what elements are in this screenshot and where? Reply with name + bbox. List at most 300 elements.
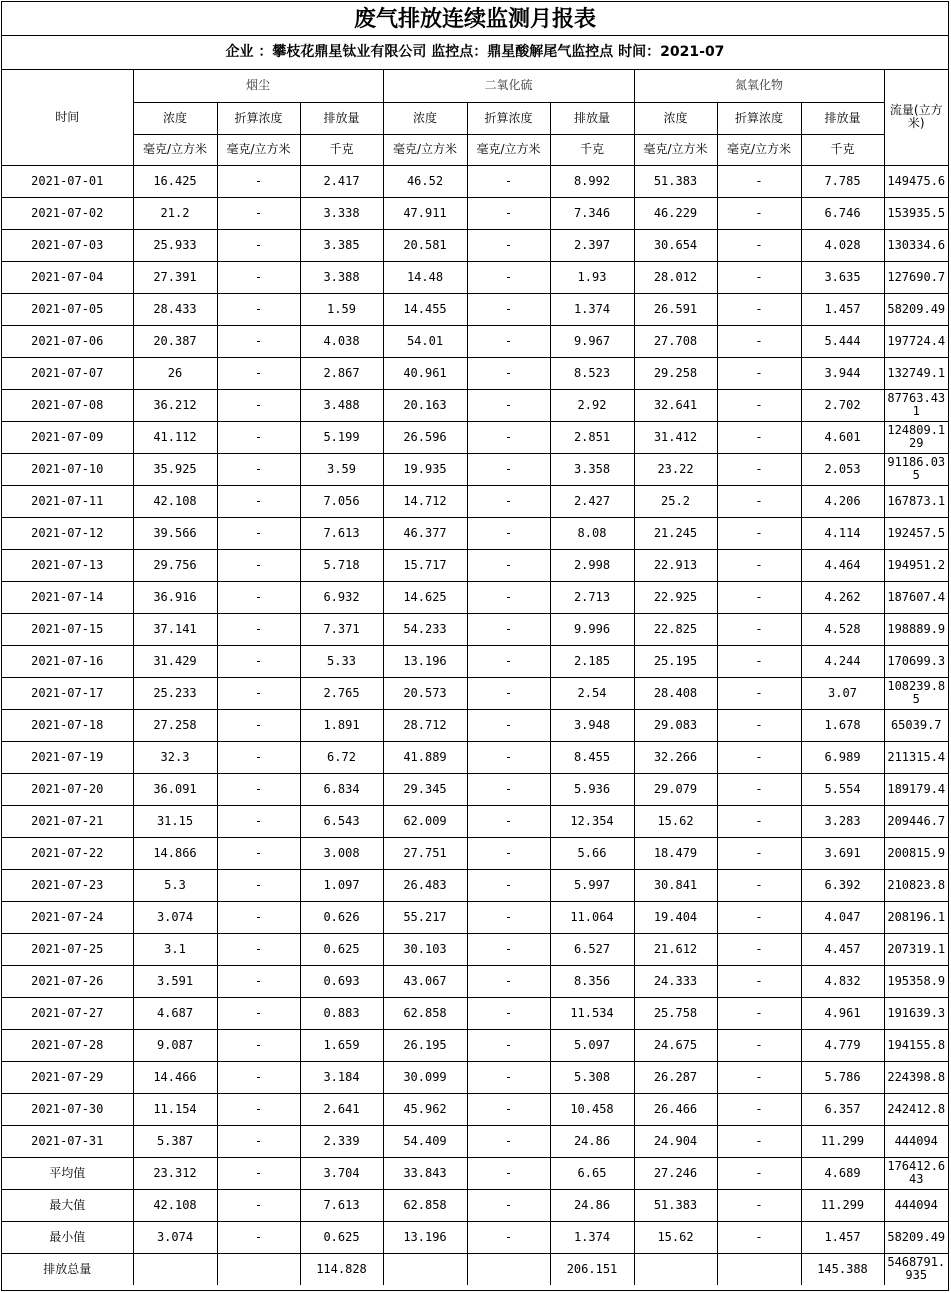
cell-value: 11.064 [550, 901, 634, 933]
table-row [2, 1029, 948, 1061]
table-row [2, 965, 948, 997]
cell-value: 29.345 [383, 773, 467, 805]
cell-value: - [467, 837, 550, 869]
cell-date: 2021-07-03 [2, 229, 133, 261]
summary-row [2, 1221, 948, 1253]
cell-flow: 167873.1 [884, 485, 948, 517]
cell-value: - [467, 1125, 550, 1157]
cell-value: - [217, 677, 300, 709]
cell-value: - [717, 581, 801, 613]
cell-value: - [467, 421, 550, 453]
cell-value: 6.65 [550, 1157, 634, 1189]
cell-value: 5.387 [133, 1125, 217, 1157]
cell-value: - [467, 325, 550, 357]
cell-value: - [467, 485, 550, 517]
cell-value: - [717, 965, 801, 997]
cell-value: - [717, 229, 801, 261]
cell-value: - [467, 229, 550, 261]
cell-flow: 87763.431 [884, 389, 948, 421]
header-unit-emission: 千克 [300, 134, 383, 165]
cell-value: 33.843 [383, 1157, 467, 1189]
cell-flow: 444094 [884, 1189, 948, 1221]
cell-date: 2021-07-19 [2, 741, 133, 773]
cell-date: 2021-07-18 [2, 709, 133, 741]
cell-flow: 65039.7 [884, 709, 948, 741]
cell-flow: 149475.6 [884, 165, 948, 197]
cell-value: 3.074 [133, 1221, 217, 1253]
cell-value: - [717, 997, 801, 1029]
cell-value: 20.573 [383, 677, 467, 709]
header-unit-converted-concentration: 毫克/立方米 [217, 134, 300, 165]
cell-value: - [717, 357, 801, 389]
cell-value: 5.444 [801, 325, 884, 357]
cell-value: 2.185 [550, 645, 634, 677]
cell-value: 7.346 [550, 197, 634, 229]
cell-value: - [217, 549, 300, 581]
cell-value: - [717, 549, 801, 581]
table-row [2, 389, 948, 421]
cell-value: 19.404 [634, 901, 717, 933]
cell-value: - [467, 1029, 550, 1061]
cell-value: - [717, 165, 801, 197]
cell-value: 5.199 [300, 421, 383, 453]
cell-flow: 124809.129 [884, 421, 948, 453]
cell-value: 29.083 [634, 709, 717, 741]
cell-value: - [217, 1093, 300, 1125]
cell-value: - [217, 1189, 300, 1221]
cell-value: 43.067 [383, 965, 467, 997]
cell-value: - [467, 357, 550, 389]
cell-date: 2021-07-16 [2, 645, 133, 677]
table-row [2, 901, 948, 933]
cell-value: - [717, 1189, 801, 1221]
cell-value: 206.151 [550, 1253, 634, 1285]
cell-value: 10.458 [550, 1093, 634, 1125]
cell-date: 2021-07-26 [2, 965, 133, 997]
table-row [2, 1061, 948, 1093]
cell-value: 14.48 [383, 261, 467, 293]
cell-date: 2021-07-17 [2, 677, 133, 709]
cell-value: 15.62 [634, 805, 717, 837]
cell-value: - [217, 453, 300, 485]
cell-value: - [717, 773, 801, 805]
cell-value: 5.308 [550, 1061, 634, 1093]
cell-value: 14.455 [383, 293, 467, 325]
cell-value: 2.702 [801, 389, 884, 421]
cell-value: 21.612 [634, 933, 717, 965]
header-emission: 排放量 [801, 102, 884, 134]
cell-value: - [217, 261, 300, 293]
table-row [2, 421, 948, 453]
cell-value: 1.457 [801, 1221, 884, 1253]
cell-flow: 189179.4 [884, 773, 948, 805]
cell-value: - [467, 1189, 550, 1221]
header-unit-converted-concentration: 毫克/立方米 [467, 134, 550, 165]
cell-flow: 170699.3 [884, 645, 948, 677]
cell-value: 11.299 [801, 1189, 884, 1221]
cell-value: 18.479 [634, 837, 717, 869]
cell-value: 8.523 [550, 357, 634, 389]
cell-value: 16.425 [133, 165, 217, 197]
cell-value: 31.412 [634, 421, 717, 453]
cell-value: 1.457 [801, 293, 884, 325]
cell-value: 4.779 [801, 1029, 884, 1061]
cell-value: 2.427 [550, 485, 634, 517]
cell-value: 5.997 [550, 869, 634, 901]
cell-value: - [467, 645, 550, 677]
cell-value: - [217, 869, 300, 901]
cell-value: 3.388 [300, 261, 383, 293]
cell-value: 5.33 [300, 645, 383, 677]
cell-value: 36.916 [133, 581, 217, 613]
cell-value: 4.601 [801, 421, 884, 453]
cell-value: - [717, 805, 801, 837]
cell-value: 2.397 [550, 229, 634, 261]
cell-value: 25.233 [133, 677, 217, 709]
cell-value: - [717, 613, 801, 645]
cell-value: - [217, 1029, 300, 1061]
cell-value: 1.93 [550, 261, 634, 293]
cell-value: - [467, 1061, 550, 1093]
table-row [2, 197, 948, 229]
cell-value: 24.675 [634, 1029, 717, 1061]
table-row [2, 453, 948, 485]
cell-value: - [717, 197, 801, 229]
table-row [2, 741, 948, 773]
cell-value: 41.112 [133, 421, 217, 453]
cell-flow: 127690.7 [884, 261, 948, 293]
cell-value: - [717, 1093, 801, 1125]
header-group-nox: 氮氧化物 [634, 70, 884, 102]
cell-value: - [467, 293, 550, 325]
table-row [2, 261, 948, 293]
table-row [2, 581, 948, 613]
table-row [2, 997, 948, 1029]
cell-value: 26.466 [634, 1093, 717, 1125]
cell-value: - [467, 165, 550, 197]
cell-date: 2021-07-10 [2, 453, 133, 485]
cell-value: 7.613 [300, 1189, 383, 1221]
cell-value: - [717, 837, 801, 869]
cell-value: - [217, 485, 300, 517]
cell-value: - [217, 293, 300, 325]
cell-value: 62.009 [383, 805, 467, 837]
cell-value: 1.59 [300, 293, 383, 325]
cell-value: - [717, 453, 801, 485]
cell-value: - [717, 293, 801, 325]
header-emission: 排放量 [300, 102, 383, 134]
cell-value: 0.625 [300, 1221, 383, 1253]
cell-value: - [717, 933, 801, 965]
cell-value: 26.591 [634, 293, 717, 325]
cell-value: 3.1 [133, 933, 217, 965]
cell-value: 51.383 [634, 1189, 717, 1221]
cell-flow: 132749.1 [884, 357, 948, 389]
cell-value: 0.693 [300, 965, 383, 997]
summary-row [2, 1157, 948, 1189]
cell-value: - [717, 741, 801, 773]
cell-value: 3.338 [300, 197, 383, 229]
cell-flow: 194951.2 [884, 549, 948, 581]
cell-date: 2021-07-09 [2, 421, 133, 453]
cell-value: 1.097 [300, 869, 383, 901]
cell-value: - [717, 1029, 801, 1061]
cell-value: 28.433 [133, 293, 217, 325]
header-time: 时间 [2, 70, 133, 165]
cell-value: 29.756 [133, 549, 217, 581]
table-row [2, 805, 948, 837]
cell-value: - [467, 965, 550, 997]
cell-flow: 58209.49 [884, 1221, 948, 1253]
cell-value: - [467, 1093, 550, 1125]
cell-value: - [467, 805, 550, 837]
cell-summary-label: 最小值 [2, 1221, 133, 1253]
emission-table [2, 70, 948, 1285]
cell-value: 4.961 [801, 997, 884, 1029]
cell-value: 3.948 [550, 709, 634, 741]
cell-value: 4.457 [801, 933, 884, 965]
cell-value: 21.2 [133, 197, 217, 229]
cell-value: 24.86 [550, 1189, 634, 1221]
cell-value: - [217, 421, 300, 453]
table-row [2, 1125, 948, 1157]
cell-flow: 108239.85 [884, 677, 948, 709]
cell-flow: 444094 [884, 1125, 948, 1157]
table-row [2, 357, 948, 389]
cell-flow: 195358.9 [884, 965, 948, 997]
table-row [2, 325, 948, 357]
cell-value: 7.613 [300, 517, 383, 549]
cell-date: 2021-07-14 [2, 581, 133, 613]
cell-value: - [717, 421, 801, 453]
cell-value: 32.641 [634, 389, 717, 421]
cell-value: 6.527 [550, 933, 634, 965]
cell-value: 4.047 [801, 901, 884, 933]
cell-summary-label: 排放总量 [2, 1253, 133, 1285]
cell-value: - [217, 197, 300, 229]
cell-value: 11.154 [133, 1093, 217, 1125]
cell-value: - [467, 1221, 550, 1253]
cell-value: 6.72 [300, 741, 383, 773]
cell-value: 46.377 [383, 517, 467, 549]
cell-value: - [217, 229, 300, 261]
cell-value: - [467, 869, 550, 901]
cell-flow: 153935.5 [884, 197, 948, 229]
cell-value: 9.087 [133, 1029, 217, 1061]
cell-value: 3.184 [300, 1061, 383, 1093]
cell-value: 28.408 [634, 677, 717, 709]
header-concentration: 浓度 [634, 102, 717, 134]
cell-value: 31.15 [133, 805, 217, 837]
cell-value: - [217, 997, 300, 1029]
cell-value: 26.596 [383, 421, 467, 453]
summary-row [2, 1253, 948, 1285]
header-unit-converted-concentration: 毫克/立方米 [717, 134, 801, 165]
cell-value: - [467, 549, 550, 581]
header-unit-concentration: 毫克/立方米 [383, 134, 467, 165]
cell-value: 11.534 [550, 997, 634, 1029]
cell-value: 4.464 [801, 549, 884, 581]
header-unit-concentration: 毫克/立方米 [133, 134, 217, 165]
header-concentration: 浓度 [133, 102, 217, 134]
cell-value: - [467, 773, 550, 805]
table-row [2, 229, 948, 261]
cell-date: 2021-07-27 [2, 997, 133, 1029]
cell-value: 30.099 [383, 1061, 467, 1093]
cell-value: 27.708 [634, 325, 717, 357]
cell-value: - [217, 709, 300, 741]
header-emission: 排放量 [550, 102, 634, 134]
cell-value: 31.429 [133, 645, 217, 677]
cell-value: 3.488 [300, 389, 383, 421]
cell-value: 27.391 [133, 261, 217, 293]
cell-value: - [217, 517, 300, 549]
cell-value: 2.339 [300, 1125, 383, 1157]
cell-value: 9.996 [550, 613, 634, 645]
cell-value: - [717, 1061, 801, 1093]
cell-value: 4.528 [801, 613, 884, 645]
cell-value: 26.483 [383, 869, 467, 901]
cell-value: - [467, 613, 550, 645]
cell-flow: 208196.1 [884, 901, 948, 933]
cell-value: 5.936 [550, 773, 634, 805]
cell-value [383, 1253, 467, 1285]
cell-value: 2.54 [550, 677, 634, 709]
cell-value: - [717, 901, 801, 933]
cell-value: 15.717 [383, 549, 467, 581]
cell-date: 2021-07-08 [2, 389, 133, 421]
cell-value: 20.163 [383, 389, 467, 421]
cell-value: - [217, 1061, 300, 1093]
cell-date: 2021-07-13 [2, 549, 133, 581]
cell-value: - [717, 645, 801, 677]
cell-date: 2021-07-04 [2, 261, 133, 293]
cell-value: 2.417 [300, 165, 383, 197]
cell-value: 23.22 [634, 453, 717, 485]
cell-value: - [217, 901, 300, 933]
cell-flow: 211315.4 [884, 741, 948, 773]
cell-value: 41.889 [383, 741, 467, 773]
cell-value: 3.59 [300, 453, 383, 485]
cell-value: 13.196 [383, 645, 467, 677]
cell-value: 8.08 [550, 517, 634, 549]
cell-value: - [717, 261, 801, 293]
cell-value: 8.455 [550, 741, 634, 773]
cell-value: 5.3 [133, 869, 217, 901]
table-row [2, 709, 948, 741]
cell-value: 2.641 [300, 1093, 383, 1125]
table-row [2, 1093, 948, 1125]
cell-flow: 209446.7 [884, 805, 948, 837]
cell-value: 24.86 [550, 1125, 634, 1157]
cell-value: 2.053 [801, 453, 884, 485]
cell-value: 4.687 [133, 997, 217, 1029]
cell-value: 1.678 [801, 709, 884, 741]
cell-value: 6.746 [801, 197, 884, 229]
cell-value: 2.851 [550, 421, 634, 453]
cell-value: 62.858 [383, 1189, 467, 1221]
cell-date: 2021-07-23 [2, 869, 133, 901]
cell-value: - [467, 389, 550, 421]
cell-value: 26.195 [383, 1029, 467, 1061]
table-row [2, 165, 948, 197]
header-group-so2: 二氧化硫 [383, 70, 634, 102]
cell-value: 27.751 [383, 837, 467, 869]
cell-date: 2021-07-21 [2, 805, 133, 837]
cell-value: - [717, 517, 801, 549]
cell-value: 14.466 [133, 1061, 217, 1093]
report-subtitle: 企业 ：攀枝花鼎星钛业有限公司 监控点：鼎星酸解尾气监控点 时间：2021-07 [2, 36, 948, 70]
cell-value: 5.097 [550, 1029, 634, 1061]
cell-value: 30.841 [634, 869, 717, 901]
cell-value: - [217, 773, 300, 805]
header-converted-concentration: 折算浓度 [717, 102, 801, 134]
cell-value: 36.212 [133, 389, 217, 421]
cell-value: 2.92 [550, 389, 634, 421]
cell-value: 3.008 [300, 837, 383, 869]
cell-value: 30.103 [383, 933, 467, 965]
cell-flow: 197724.4 [884, 325, 948, 357]
cell-value: - [217, 965, 300, 997]
cell-date: 2021-07-06 [2, 325, 133, 357]
cell-value [217, 1253, 300, 1285]
cell-value: 1.659 [300, 1029, 383, 1061]
cell-value: 5.718 [300, 549, 383, 581]
cell-value: 35.925 [133, 453, 217, 485]
cell-date: 2021-07-29 [2, 1061, 133, 1093]
cell-value: 145.388 [801, 1253, 884, 1285]
cell-value: - [217, 1125, 300, 1157]
cell-value [467, 1253, 550, 1285]
header-unit-concentration: 毫克/立方米 [634, 134, 717, 165]
cell-value: - [467, 677, 550, 709]
cell-value: 7.785 [801, 165, 884, 197]
cell-value: - [217, 357, 300, 389]
cell-value: 4.262 [801, 581, 884, 613]
cell-value: - [467, 453, 550, 485]
cell-flow: 192457.5 [884, 517, 948, 549]
cell-value [634, 1253, 717, 1285]
cell-value [133, 1253, 217, 1285]
cell-flow: 130334.6 [884, 229, 948, 261]
cell-value: - [717, 869, 801, 901]
monthly-emission-report [1, 1, 949, 1291]
cell-value: 28.712 [383, 709, 467, 741]
cell-value: 8.356 [550, 965, 634, 997]
cell-flow: 194155.8 [884, 1029, 948, 1061]
cell-value: - [217, 805, 300, 837]
cell-date: 2021-07-20 [2, 773, 133, 805]
cell-value: - [467, 197, 550, 229]
cell-value: - [217, 165, 300, 197]
header-concentration: 浓度 [383, 102, 467, 134]
cell-value: 25.758 [634, 997, 717, 1029]
cell-value: 4.244 [801, 645, 884, 677]
cell-value: 62.858 [383, 997, 467, 1029]
cell-value: 2.713 [550, 581, 634, 613]
header-converted-concentration: 折算浓度 [217, 102, 300, 134]
cell-date: 2021-07-15 [2, 613, 133, 645]
cell-value: - [717, 485, 801, 517]
cell-value: 42.108 [133, 1189, 217, 1221]
cell-value: 47.911 [383, 197, 467, 229]
cell-value: 29.079 [634, 773, 717, 805]
cell-value: 14.712 [383, 485, 467, 517]
cell-value: 27.258 [133, 709, 217, 741]
cell-value: - [717, 1125, 801, 1157]
cell-flow: 200815.9 [884, 837, 948, 869]
table-row [2, 293, 948, 325]
